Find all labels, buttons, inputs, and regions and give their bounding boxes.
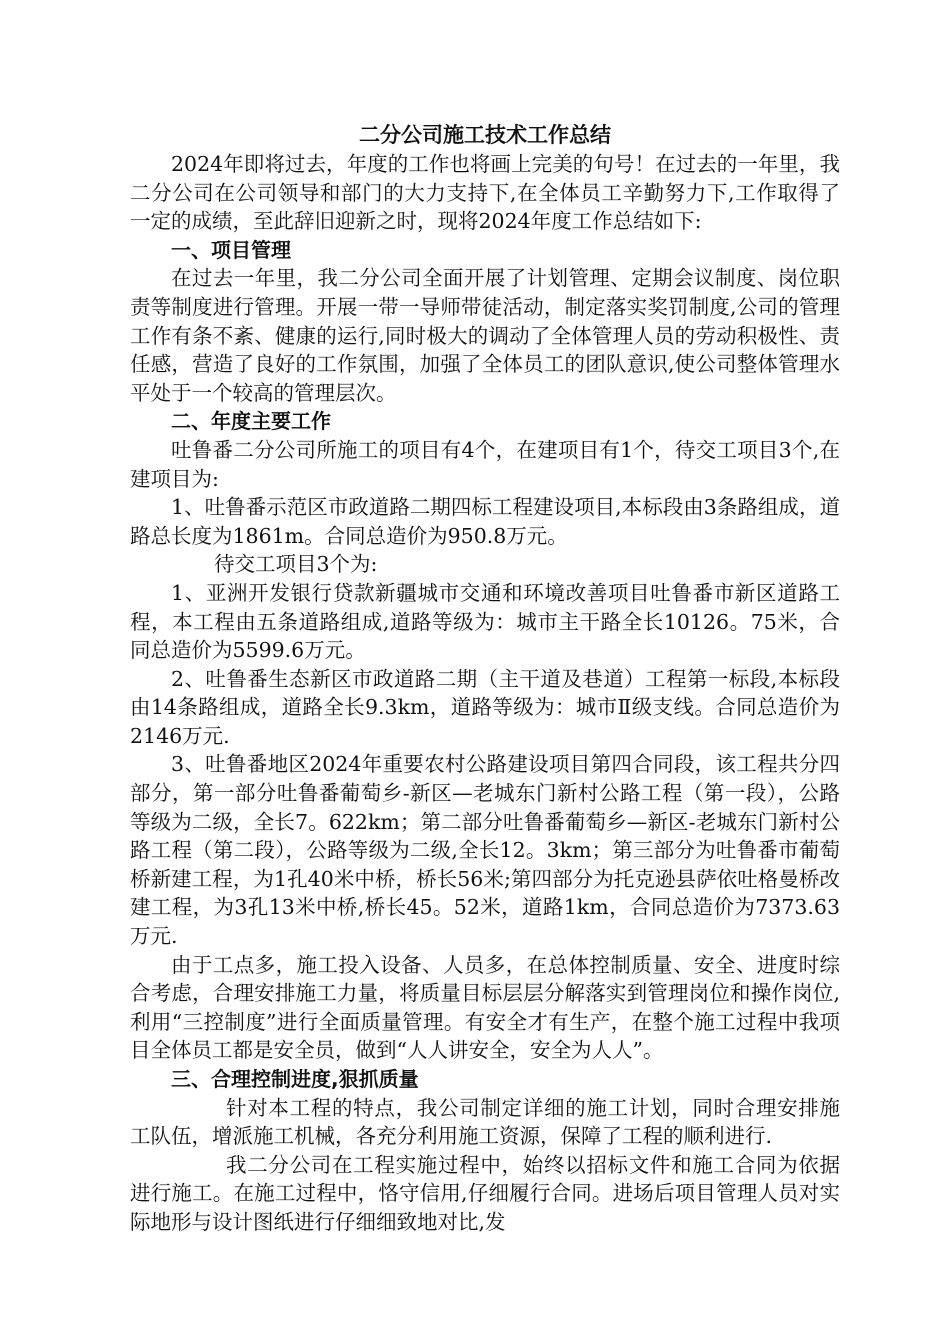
progress-quality-paragraph-1: 针对本工程的特点，我公司制定详细的施工计划，同时合理安排施工队伍，增派施工机械，各充分利用施工资源，保障了工程的顺利进行.	[130, 1095, 840, 1149]
section-heading-annual-work: 二、年度主要工作	[171, 409, 331, 434]
annual-work-paragraph-pending-intro: 待交工项目3个为:	[214, 552, 378, 577]
document-title: 二分公司施工技术工作总结	[359, 122, 611, 147]
project-management-paragraph: 在过去一年里，我二分公司全面开展了计划管理、定期会议制度、岗位职责等制度进行管理。开展一带一导师带徒活动，制定落实奖罚制度,公司的管理工作有条不紊、健康的运行,同时极大的调动了全体管理人员的劳动积极性、责任感，营造了良好的工作氛围，加强了全体员工的团队意识,使公司整体管理水平处于一个较高的管理层次。	[130, 266, 840, 405]
annual-work-paragraph-quality-safety: 由于工点多，施工投入设备、人员多，在总体控制质量、安全、进度时综合考虑，合理安排施工力量，将质量目标层层分解落实到管理岗位和操作岗位,利用“三控制度”进行全面质量管理。有安全才有生产，在整个施工过程中我项目全体员工都是安全员，做到“人人讲安全，安全为人人”。	[130, 952, 840, 1063]
annual-work-paragraph-pending-3: 3、吐鲁番地区2024年重要农村公路建设项目第四合同段，该工程共分四部分，第一部分吐鲁番葡萄乡-新区—老城东门新村公路工程（第一段），公路等级为二级，全长7。622km；第二部分吐鲁番葡萄乡—新区-老城东门新村公路工程（第二段），公路等级为二级,全长12。3km；第三部分为吐鲁番市葡萄桥新建工程，为1孔40米中桥，桥长56米;第四部分为托克逊县萨依吐格曼桥改建工程，为3孔13米中桥,桥长45。52米，道路1km，合同总造价为7373.63万元.	[130, 752, 840, 949]
document-page	[130, 120, 840, 1237]
annual-work-paragraph-overview: 吐鲁番二分公司所施工的项目有4个，在建项目有1个，待交工项目3个,在建项目为:	[130, 437, 840, 491]
progress-quality-paragraph-2: 我二分公司在工程实施过程中，始终以招标文件和施工合同为依据进行施工。在施工过程中，恪守信用,仔细履行合同。进场后项目管理人员对实际地形与设计图纸进行仔细细致地对比,发	[130, 1152, 840, 1234]
section-heading-progress-quality: 三、合理控制进度,狠抓质量	[171, 1067, 419, 1091]
annual-work-paragraph-pending-1: 1、亚洲开发银行贷款新疆城市交通和环境改善项目吐鲁番市新区道路工程，本工程由五条道路组成,道路等级为：城市主干路全长10126。75米，合同总造价为5599.6万元。	[130, 580, 840, 663]
section-heading-project-management: 一、项目管理	[171, 237, 291, 262]
annual-work-paragraph-active-project: 1、吐鲁番示范区市政道路二期四标工程建设项目,本标段由3条路组成，道路总长度为1861m。合同总造价为950.8万元。	[130, 495, 840, 548]
annual-work-paragraph-pending-2: 2、吐鲁番生态新区市政道路二期（主干道及巷道）工程第一标段,本标段由14条路组成，道路全长9.3km，道路等级为：城市Ⅱ级支线。合同总造价为2146万元.	[130, 666, 840, 748]
intro-paragraph: 2024年即将过去，年度的工作也将画上完美的句号！在过去的一年里，我二分公司在公司领导和部门的大力支持下,在全体员工辛勤努力下,工作取得了一定的成绩，至此辞旧迎新之时，现将2024年度工作总结如下:	[130, 152, 840, 234]
